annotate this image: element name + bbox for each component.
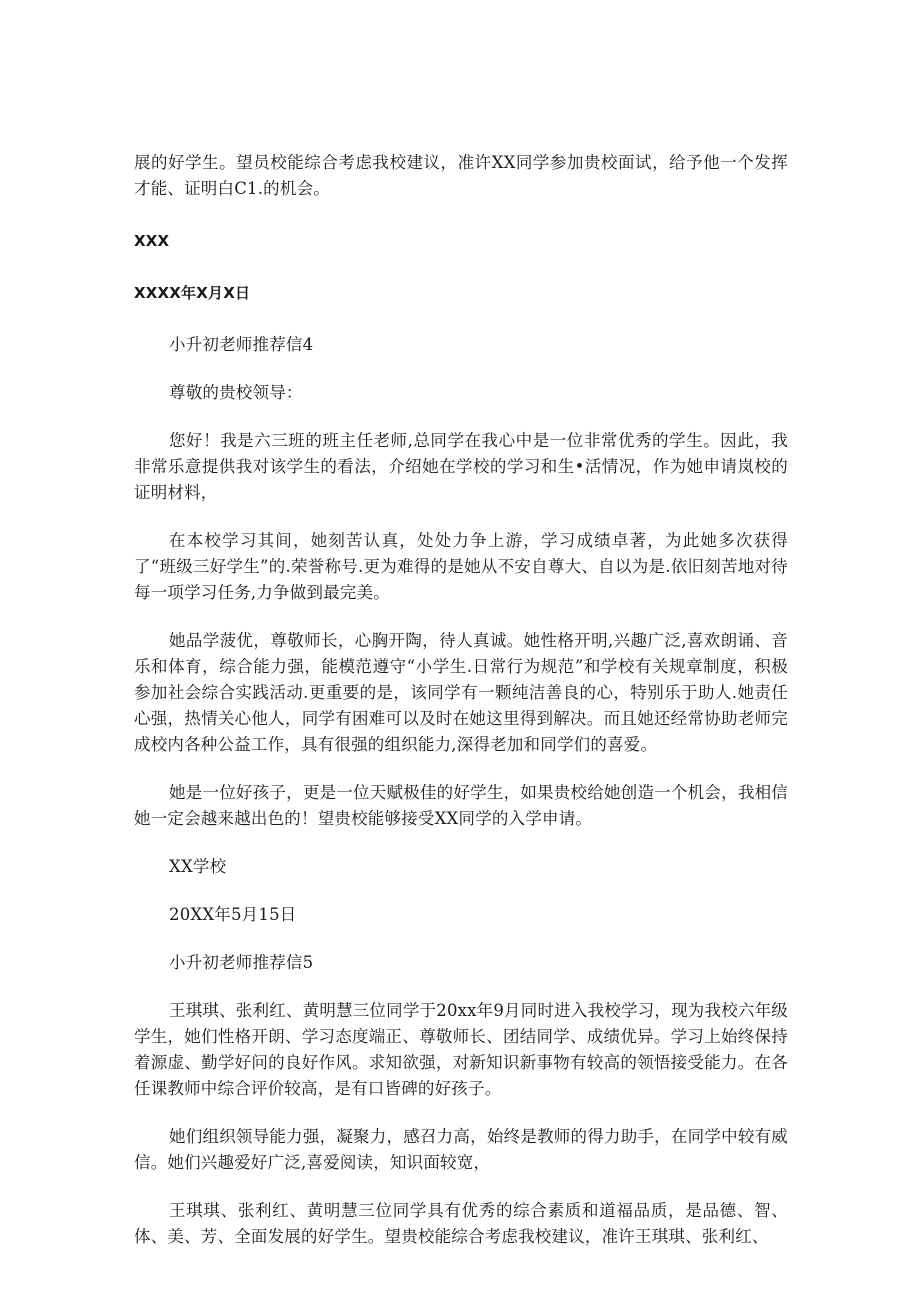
letter-salutation: 尊敬的贵校领导： xyxy=(169,383,303,402)
document-page xyxy=(134,150,788,1250)
body-paragraph: 您好！我是六三班的班主任老师,总同学在我心中是一位非常优秀的学生。因此，我非常乐意提供我对该学生的看法，介绍她在学校的学习和生•活情况，作为她申请岚校的证明材料， xyxy=(134,431,788,502)
body-paragraph: 王琪琪、张利红、黄明慧三位同学具有优秀的综合素质和道福品质，是品德、智、体、美、芳、全面发展的好学生。望贵校能综合考虑我校建议，准许王琪琪、张利红、 xyxy=(134,1201,788,1246)
body-paragraph: 她是一位好孩子，更是一位天赋极佳的好学生，如果贵校给她创造一个机会，我相信她一定会越来越出色的！望贵校能够接受XX同学的入学申请。 xyxy=(134,783,788,828)
signature-date: XXXX年X月X日 xyxy=(134,284,251,302)
letter-title: 小升初老师推荐信5 xyxy=(169,953,314,972)
body-paragraph: 在本校学习其间，她刻苦认真，处处力争上游，学习成绩卓著，为此她多次获得了“班级三好学生”的.荣誉称号.更为难得的是她从不安自尊大、自以为是.依旧刻苦地对待每一项学习任务,力争做到最完美。 xyxy=(134,531,788,602)
body-paragraph: 王琪琪、张利红、黄明慧三位同学于20xx年9月同时进入我校学习，现为我校六年级学生，她们性格开朗、学习态度端正、尊敬师长、团结同学、成绩优异。学习上始终保持着源虚、勤学好问的良好作风。求知欲强，对新知识新事物有较高的领悟接受能力。在各任课教师中综合评价较高，是有口皆碑的好孩子。 xyxy=(134,1001,788,1098)
closing-paragraph: 展的好学生。望员校能综合考虑我校建议，准许XX同学参加贵校面试，给予他一个发挥才能、证明白C1.的机会。 xyxy=(134,153,788,198)
body-paragraph: 她们组织领导能力强，凝聚力，感召力高，始终是教师的得力助手，在同学中较有威信。她们兴趣爱好广泛,喜爱阅读，知识面较宽， xyxy=(134,1127,788,1172)
letter-title: 小升初老师推荐信4 xyxy=(169,335,314,354)
school-signature-date: 20XX年5月15日 xyxy=(169,905,297,924)
body-paragraph: 她品学菠优，尊敬师长，心胸开陶，待人真诚。她性格开明,兴趣广泛,喜欢朗诵、音乐和体育，综合能力强，能模范遵守“小学生.日常行为规范”和学校有关规章制度，积极参加社会综合实践活动.更重要的是，该同学有一颗纯洁善良的心，特别乐于助人.她责任心强，热情关心他人，同学有困难可以及时在她这里得到解决。而且她还经常协助老师完成校内各种公益工作，具有很强的组织能力,深得老加和同学们的喜爱。 xyxy=(134,631,788,754)
school-signature: XX学校 xyxy=(169,857,227,876)
signature-name: XXX xyxy=(134,232,170,250)
